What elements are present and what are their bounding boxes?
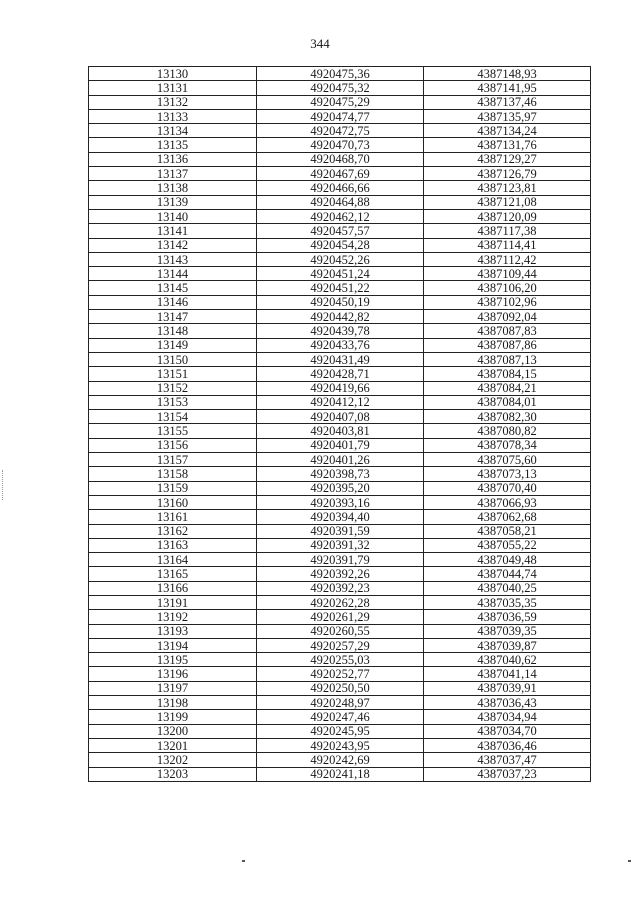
y-coordinate-cell: 4387084,21 bbox=[424, 381, 591, 395]
y-coordinate-cell: 4387078,34 bbox=[424, 438, 591, 452]
table-row bbox=[89, 567, 591, 581]
y-coordinate-cell: 4387109,44 bbox=[424, 267, 591, 281]
table-row bbox=[89, 324, 591, 338]
point-number-cell: 13198 bbox=[89, 696, 257, 710]
point-number-cell: 13163 bbox=[89, 538, 257, 552]
point-number-cell: 13200 bbox=[89, 724, 257, 738]
coordinates-table bbox=[88, 66, 591, 782]
table-row bbox=[89, 767, 591, 781]
y-coordinate-cell: 4387123,81 bbox=[424, 181, 591, 195]
x-coordinate-cell: 4920431,49 bbox=[257, 352, 424, 366]
y-coordinate-cell: 4387062,68 bbox=[424, 510, 591, 524]
x-coordinate-cell: 4920412,12 bbox=[257, 395, 424, 409]
table-row bbox=[89, 281, 591, 295]
x-coordinate-cell: 4920252,77 bbox=[257, 667, 424, 681]
point-number-cell: 13138 bbox=[89, 181, 257, 195]
x-coordinate-cell: 4920451,22 bbox=[257, 281, 424, 295]
table-body bbox=[89, 67, 591, 782]
table-row bbox=[89, 424, 591, 438]
y-coordinate-cell: 4387034,94 bbox=[424, 710, 591, 724]
y-coordinate-cell: 4387066,93 bbox=[424, 495, 591, 509]
x-coordinate-cell: 4920394,40 bbox=[257, 510, 424, 524]
table-row bbox=[89, 81, 591, 95]
point-number-cell: 13139 bbox=[89, 195, 257, 209]
x-coordinate-cell: 4920454,28 bbox=[257, 238, 424, 252]
y-coordinate-cell: 4387040,25 bbox=[424, 581, 591, 595]
table-row bbox=[89, 524, 591, 538]
footer-mark bbox=[628, 860, 631, 862]
point-number-cell: 13140 bbox=[89, 209, 257, 223]
table-row bbox=[89, 538, 591, 552]
x-coordinate-cell: 4920464,88 bbox=[257, 195, 424, 209]
point-number-cell: 13159 bbox=[89, 481, 257, 495]
x-coordinate-cell: 4920262,28 bbox=[257, 595, 424, 609]
y-coordinate-cell: 4387087,83 bbox=[424, 324, 591, 338]
y-coordinate-cell: 4387114,41 bbox=[424, 238, 591, 252]
y-coordinate-cell: 4387044,74 bbox=[424, 567, 591, 581]
page-number: 344 bbox=[310, 36, 330, 51]
y-coordinate-cell: 4387039,91 bbox=[424, 681, 591, 695]
table-row bbox=[89, 224, 591, 238]
y-coordinate-cell: 4387102,96 bbox=[424, 295, 591, 309]
y-coordinate-cell: 4387035,35 bbox=[424, 595, 591, 609]
y-coordinate-cell: 4387106,20 bbox=[424, 281, 591, 295]
point-number-cell: 13192 bbox=[89, 610, 257, 624]
x-coordinate-cell: 4920391,59 bbox=[257, 524, 424, 538]
table-row bbox=[89, 467, 591, 481]
table-row bbox=[89, 167, 591, 181]
y-coordinate-cell: 4387112,42 bbox=[424, 252, 591, 266]
footer-mark bbox=[242, 860, 245, 862]
table-row bbox=[89, 553, 591, 567]
table-row bbox=[89, 181, 591, 195]
table-row bbox=[89, 638, 591, 652]
y-coordinate-cell: 4387036,43 bbox=[424, 696, 591, 710]
point-number-cell: 13202 bbox=[89, 753, 257, 767]
y-coordinate-cell: 4387041,14 bbox=[424, 667, 591, 681]
table-row bbox=[89, 310, 591, 324]
x-coordinate-cell: 4920247,46 bbox=[257, 710, 424, 724]
point-number-cell: 13165 bbox=[89, 567, 257, 581]
x-coordinate-cell: 4920475,32 bbox=[257, 81, 424, 95]
y-coordinate-cell: 4387117,38 bbox=[424, 224, 591, 238]
table-row bbox=[89, 95, 591, 109]
y-coordinate-cell: 4387049,48 bbox=[424, 553, 591, 567]
x-coordinate-cell: 4920392,26 bbox=[257, 567, 424, 581]
table-row bbox=[89, 138, 591, 152]
table-row bbox=[89, 124, 591, 138]
x-coordinate-cell: 4920403,81 bbox=[257, 424, 424, 438]
table-row bbox=[89, 453, 591, 467]
y-coordinate-cell: 4387131,76 bbox=[424, 138, 591, 152]
y-coordinate-cell: 4387080,82 bbox=[424, 424, 591, 438]
point-number-cell: 13137 bbox=[89, 167, 257, 181]
y-coordinate-cell: 4387137,46 bbox=[424, 95, 591, 109]
x-coordinate-cell: 4920393,16 bbox=[257, 495, 424, 509]
point-number-cell: 13135 bbox=[89, 138, 257, 152]
x-coordinate-cell: 4920398,73 bbox=[257, 467, 424, 481]
point-number-cell: 13145 bbox=[89, 281, 257, 295]
x-coordinate-cell: 4920401,26 bbox=[257, 453, 424, 467]
x-coordinate-cell: 4920450,19 bbox=[257, 295, 424, 309]
point-number-cell: 13161 bbox=[89, 510, 257, 524]
x-coordinate-cell: 4920475,36 bbox=[257, 67, 424, 81]
x-coordinate-cell: 4920391,79 bbox=[257, 553, 424, 567]
y-coordinate-cell: 4387037,23 bbox=[424, 767, 591, 781]
point-number-cell: 13196 bbox=[89, 667, 257, 681]
x-coordinate-cell: 4920261,29 bbox=[257, 610, 424, 624]
margin-mark bbox=[2, 470, 5, 500]
point-number-cell: 13149 bbox=[89, 338, 257, 352]
table-row bbox=[89, 395, 591, 409]
x-coordinate-cell: 4920466,66 bbox=[257, 181, 424, 195]
point-number-cell: 13201 bbox=[89, 738, 257, 752]
x-coordinate-cell: 4920248,97 bbox=[257, 696, 424, 710]
x-coordinate-cell: 4920392,23 bbox=[257, 581, 424, 595]
x-coordinate-cell: 4920428,71 bbox=[257, 367, 424, 381]
table-row bbox=[89, 610, 591, 624]
table-row bbox=[89, 209, 591, 223]
table-row bbox=[89, 696, 591, 710]
point-number-cell: 13146 bbox=[89, 295, 257, 309]
y-coordinate-cell: 4387087,86 bbox=[424, 338, 591, 352]
point-number-cell: 13157 bbox=[89, 453, 257, 467]
x-coordinate-cell: 4920442,82 bbox=[257, 310, 424, 324]
table-row bbox=[89, 381, 591, 395]
x-coordinate-cell: 4920475,29 bbox=[257, 95, 424, 109]
table-row bbox=[89, 109, 591, 123]
point-number-cell: 13134 bbox=[89, 124, 257, 138]
point-number-cell: 13130 bbox=[89, 67, 257, 81]
x-coordinate-cell: 4920257,29 bbox=[257, 638, 424, 652]
point-number-cell: 13141 bbox=[89, 224, 257, 238]
y-coordinate-cell: 4387084,01 bbox=[424, 395, 591, 409]
point-number-cell: 13166 bbox=[89, 581, 257, 595]
point-number-cell: 13156 bbox=[89, 438, 257, 452]
table-row bbox=[89, 495, 591, 509]
table-row bbox=[89, 152, 591, 166]
y-coordinate-cell: 4387036,46 bbox=[424, 738, 591, 752]
table-row bbox=[89, 653, 591, 667]
table-row bbox=[89, 624, 591, 638]
x-coordinate-cell: 4920470,73 bbox=[257, 138, 424, 152]
y-coordinate-cell: 4387082,30 bbox=[424, 410, 591, 424]
x-coordinate-cell: 4920474,77 bbox=[257, 109, 424, 123]
point-number-cell: 13133 bbox=[89, 109, 257, 123]
point-number-cell: 13151 bbox=[89, 367, 257, 381]
table-row bbox=[89, 367, 591, 381]
point-number-cell: 13131 bbox=[89, 81, 257, 95]
table-row bbox=[89, 338, 591, 352]
y-coordinate-cell: 4387084,15 bbox=[424, 367, 591, 381]
y-coordinate-cell: 4387036,59 bbox=[424, 610, 591, 624]
y-coordinate-cell: 4387141,95 bbox=[424, 81, 591, 95]
point-number-cell: 13164 bbox=[89, 553, 257, 567]
y-coordinate-cell: 4387039,35 bbox=[424, 624, 591, 638]
table-row bbox=[89, 352, 591, 366]
x-coordinate-cell: 4920401,79 bbox=[257, 438, 424, 452]
point-number-cell: 13195 bbox=[89, 653, 257, 667]
x-coordinate-cell: 4920243,95 bbox=[257, 738, 424, 752]
x-coordinate-cell: 4920241,18 bbox=[257, 767, 424, 781]
point-number-cell: 13143 bbox=[89, 252, 257, 266]
x-coordinate-cell: 4920451,24 bbox=[257, 267, 424, 281]
y-coordinate-cell: 4387039,87 bbox=[424, 638, 591, 652]
table-row bbox=[89, 410, 591, 424]
x-coordinate-cell: 4920457,57 bbox=[257, 224, 424, 238]
x-coordinate-cell: 4920242,69 bbox=[257, 753, 424, 767]
point-number-cell: 13153 bbox=[89, 395, 257, 409]
x-coordinate-cell: 4920391,32 bbox=[257, 538, 424, 552]
point-number-cell: 13152 bbox=[89, 381, 257, 395]
point-number-cell: 13136 bbox=[89, 152, 257, 166]
x-coordinate-cell: 4920245,95 bbox=[257, 724, 424, 738]
table-row bbox=[89, 510, 591, 524]
point-number-cell: 13162 bbox=[89, 524, 257, 538]
table-row bbox=[89, 438, 591, 452]
y-coordinate-cell: 4387055,22 bbox=[424, 538, 591, 552]
x-coordinate-cell: 4920468,70 bbox=[257, 152, 424, 166]
point-number-cell: 13144 bbox=[89, 267, 257, 281]
y-coordinate-cell: 4387040,62 bbox=[424, 653, 591, 667]
point-number-cell: 13154 bbox=[89, 410, 257, 424]
x-coordinate-cell: 4920462,12 bbox=[257, 209, 424, 223]
y-coordinate-cell: 4387087,13 bbox=[424, 352, 591, 366]
table-row bbox=[89, 681, 591, 695]
y-coordinate-cell: 4387148,93 bbox=[424, 67, 591, 81]
point-number-cell: 13148 bbox=[89, 324, 257, 338]
point-number-cell: 13160 bbox=[89, 495, 257, 509]
point-number-cell: 13194 bbox=[89, 638, 257, 652]
y-coordinate-cell: 4387070,40 bbox=[424, 481, 591, 495]
point-number-cell: 13155 bbox=[89, 424, 257, 438]
table-row bbox=[89, 238, 591, 252]
x-coordinate-cell: 4920452,26 bbox=[257, 252, 424, 266]
y-coordinate-cell: 4387129,27 bbox=[424, 152, 591, 166]
x-coordinate-cell: 4920255,03 bbox=[257, 653, 424, 667]
table-row bbox=[89, 710, 591, 724]
table-row bbox=[89, 195, 591, 209]
y-coordinate-cell: 4387120,09 bbox=[424, 209, 591, 223]
x-coordinate-cell: 4920467,69 bbox=[257, 167, 424, 181]
x-coordinate-cell: 4920439,78 bbox=[257, 324, 424, 338]
y-coordinate-cell: 4387073,13 bbox=[424, 467, 591, 481]
y-coordinate-cell: 4387126,79 bbox=[424, 167, 591, 181]
point-number-cell: 13132 bbox=[89, 95, 257, 109]
point-number-cell: 13193 bbox=[89, 624, 257, 638]
y-coordinate-cell: 4387075,60 bbox=[424, 453, 591, 467]
point-number-cell: 13199 bbox=[89, 710, 257, 724]
point-number-cell: 13203 bbox=[89, 767, 257, 781]
y-coordinate-cell: 4387092,04 bbox=[424, 310, 591, 324]
point-number-cell: 13150 bbox=[89, 352, 257, 366]
x-coordinate-cell: 4920250,50 bbox=[257, 681, 424, 695]
x-coordinate-cell: 4920472,75 bbox=[257, 124, 424, 138]
point-number-cell: 13142 bbox=[89, 238, 257, 252]
point-number-cell: 13191 bbox=[89, 595, 257, 609]
x-coordinate-cell: 4920419,66 bbox=[257, 381, 424, 395]
table-row bbox=[89, 753, 591, 767]
table-row bbox=[89, 724, 591, 738]
y-coordinate-cell: 4387135,97 bbox=[424, 109, 591, 123]
table-row bbox=[89, 295, 591, 309]
table-row bbox=[89, 252, 591, 266]
x-coordinate-cell: 4920407,08 bbox=[257, 410, 424, 424]
x-coordinate-cell: 4920433,76 bbox=[257, 338, 424, 352]
table-row bbox=[89, 481, 591, 495]
y-coordinate-cell: 4387058,21 bbox=[424, 524, 591, 538]
point-number-cell: 13197 bbox=[89, 681, 257, 695]
point-number-cell: 13147 bbox=[89, 310, 257, 324]
table-row bbox=[89, 581, 591, 595]
x-coordinate-cell: 4920260,55 bbox=[257, 624, 424, 638]
table-row bbox=[89, 267, 591, 281]
table-row bbox=[89, 595, 591, 609]
point-number-cell: 13158 bbox=[89, 467, 257, 481]
table-row bbox=[89, 738, 591, 752]
y-coordinate-cell: 4387134,24 bbox=[424, 124, 591, 138]
table-row bbox=[89, 667, 591, 681]
y-coordinate-cell: 4387121,08 bbox=[424, 195, 591, 209]
table-row bbox=[89, 67, 591, 81]
y-coordinate-cell: 4387034,70 bbox=[424, 724, 591, 738]
y-coordinate-cell: 4387037,47 bbox=[424, 753, 591, 767]
x-coordinate-cell: 4920395,20 bbox=[257, 481, 424, 495]
